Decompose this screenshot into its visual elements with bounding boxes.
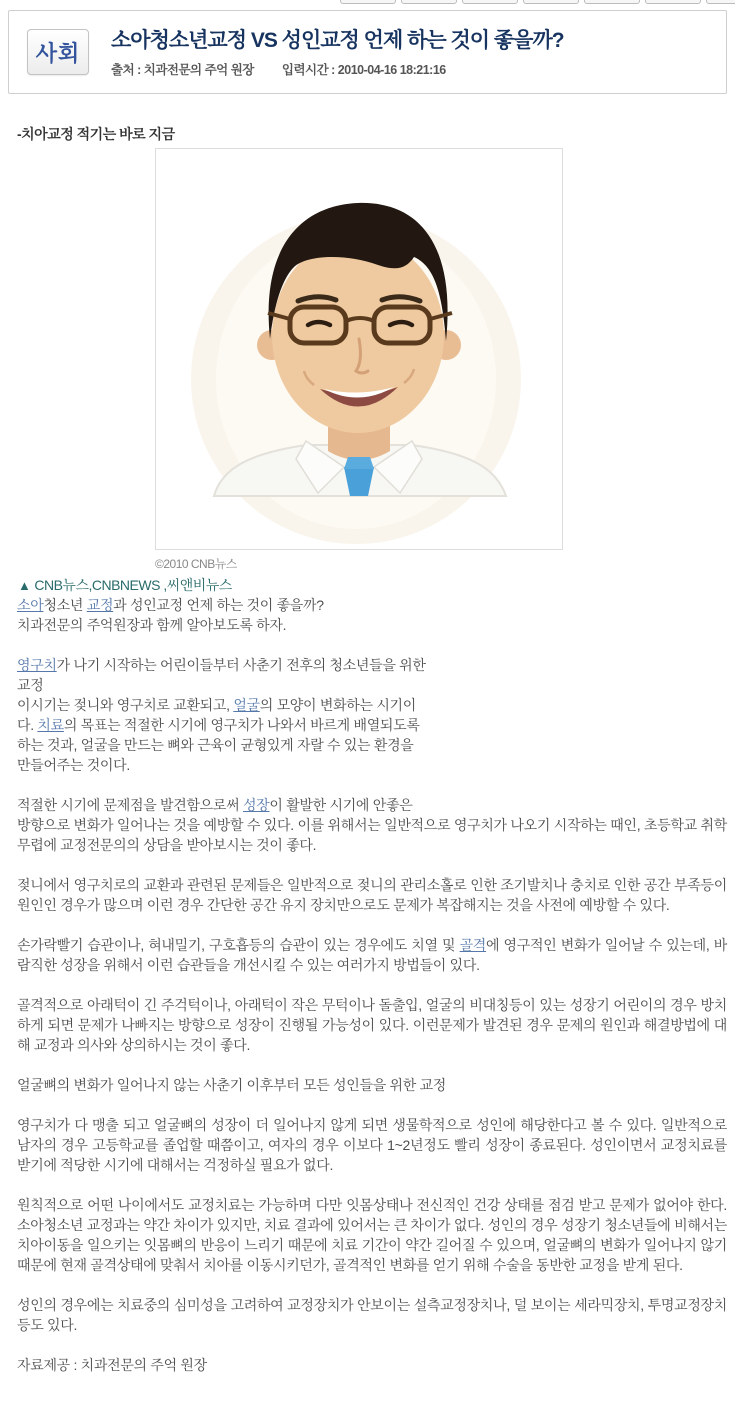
body-text: 젖니에서 영구치로의 교환과 관련된 문제들은 일반적으로 젖니의 관리소홀로 인한 조기발치나 충치로 인한 공간 부족등이 원인인 경우가 많으며 이런 경우 간단한 공간 유지 장치만으로도 문제가 복잡해지는 것을 사전에 예방할 수 있다.	[17, 877, 727, 913]
article-paragraph	[17, 935, 727, 975]
body-text: 의 모양이 변화하는 시기이	[259, 697, 416, 713]
cutoff-toolbar-button[interactable]	[401, 0, 457, 4]
body-text: 이시기는 젖니와 영구치로 교환되고,	[17, 697, 234, 713]
body-text: 적절한 시기에 문제점을 발견함으로써	[17, 797, 243, 813]
article-paragraph	[17, 995, 727, 1055]
body-text: 골격적으로 아래턱이 긴 주걱턱이나, 아래턱이 작은 무턱이나 돌출입, 얼굴의 비대칭등이 있는 성장기 어린이의 경우 방치하게 되면 문제가 나빠지는 방향으로 성장이 진행될 가능성이 있다. 이런문제가 발견된 경우 문제의 원인과 해결방법에 대해 교정과 의사와 상의하시는 것이 좋다.	[17, 997, 727, 1053]
published-time: 입력시간 : 2010-04-16 18:21:16	[281, 63, 446, 77]
body-text: 청소년	[43, 597, 87, 613]
up-triangle-icon: ▲	[18, 578, 31, 593]
article-paragraph	[17, 1075, 727, 1095]
cutoff-toolbar-button[interactable]	[462, 0, 518, 4]
body-text: 교정	[17, 677, 44, 693]
body-text: 이 활발한 시기에 안좋은	[269, 797, 413, 813]
body-text: 의 목표는 적절한 시기에 영구치가 나와서 바르게 배열되도록	[63, 717, 420, 733]
body-text: 얼굴뼈의 변화가 일어나지 않는 사춘기 이후부터 모든 성인들을 위한 교정	[17, 1077, 447, 1093]
article-body	[17, 595, 727, 1375]
page-title: 소아청소년교정 VS 성인교정 언제 하는 것이 좋을까?	[111, 29, 564, 52]
article-meta	[111, 60, 564, 78]
article-paragraph	[17, 595, 727, 635]
article-header	[8, 10, 727, 94]
body-text: 만들어주는 것이다.	[17, 757, 130, 773]
inline-keyword-link[interactable]: 소아	[17, 597, 44, 613]
article-paragraph	[17, 1355, 727, 1375]
body-text: 영구치가 다 맹출 되고 얼굴뼈의 성장이 더 일어나지 않게 되면 생물학적으로 성인에 해당한다고 볼 수 있다. 일반적으로 남자의 경우 고등학교를 졸업할 때쯤이고, 여자의 경우 이보다 1~2년정도 빨리 성장이 종료된다. 성인이면서 교정치료를 받기에 적당한 시기에 대해서는 걱정하실 필요가 없다.	[17, 1117, 727, 1173]
article-paragraph	[17, 1195, 727, 1275]
article-paragraph	[17, 875, 727, 915]
cutoff-toolbar	[340, 0, 735, 4]
agency-credit-text: CNB뉴스,CNBNEWS ,씨앤비뉴스	[34, 577, 232, 593]
body-text: 에 영구적인 변화가 일어날 수 있는데, 바람직한 성장을 위해서 이런 습관들을 개선시킬 수 있는 여러가지 방법들이 있다.	[17, 937, 727, 973]
inline-keyword-link[interactable]: 성장	[242, 797, 270, 813]
body-text: 과 성인교정 언제 하는 것이 좋을까?	[113, 597, 324, 613]
article-paragraph	[17, 1115, 727, 1175]
body-text: 성인의 경우에는 치료중의 심미성을 고려하여 교정장치가 안보이는 설측교정장치나, 덜 보이는 세라믹장치, 투명교정장치 등도 있다.	[17, 1297, 727, 1333]
inline-keyword-link[interactable]: 치료	[37, 717, 64, 733]
cutoff-toolbar-button[interactable]	[340, 0, 396, 4]
category-badge[interactable]: 사회	[27, 29, 89, 75]
article-paragraph	[17, 795, 727, 855]
body-text: 다.	[17, 717, 38, 733]
inline-keyword-link[interactable]: 얼굴	[233, 697, 260, 713]
article-subtitle: -치아교정 적기는 바로 지금	[17, 126, 175, 142]
body-text: 자료제공 : 치과전문의 주억 원장	[17, 1357, 207, 1373]
article-paragraph	[17, 1295, 727, 1335]
body-text: 가 나기 시작하는 어린이들부터 사춘기 전후의 청소년들을 위한	[56, 657, 426, 673]
body-text: 하는 것과, 얼굴을 만드는 뼈와 근육이 균형있게 자랄 수 있는 환경을	[17, 737, 414, 753]
body-text: 방향으로 변화가 일어나는 것을 예방할 수 있다. 이를 위해서는 일반적으로 영구치가 나오기 시작하는 때인, 초등학교 취학 무렵에 교정전문의의 상담을 받아보시는 것이 좋다.	[17, 817, 727, 853]
doctor-portrait-photo	[155, 148, 563, 550]
inline-keyword-link[interactable]: 영구치	[17, 657, 57, 673]
body-text: 손가락빨기 습관이나, 혀내밀기, 구호흡등의 습관이 있는 경우에도 치열 및	[17, 937, 460, 953]
body-text: 원칙적으로 어떤 나이에서도 교정치료는 가능하며 다만 잇몸상태나 전신적인 건강 상태를 점검 받고 문제가 없어야 한다. 소아청소년 교정과는 약간 차이가 있지만, 치료 결과에 있어서는 큰 차이가 없다. 성인의 경우 성장기 청소년들에 비해서는 치아이동을 일으키는 잇몸뼈의 반응이 느리기 때문에 치료 기간이 약간 길어질 수 있으며, 얼굴뼈의 변화가 일어나지 않기 때문에 현재 골격상태에 맞춰서 치아를 이동시키던가, 골격적인 변화를 얻기 위해 수술을 동반한 교정을 받게 된다.	[17, 1197, 727, 1273]
body-text: 치과전문의 주억원장과 함께 알아보도록 하자.	[17, 617, 287, 633]
article-paragraph	[17, 655, 727, 775]
cutoff-toolbar-button[interactable]	[645, 0, 701, 4]
photo-caption: ©2010 CNB뉴스	[155, 557, 237, 571]
agency-credit	[18, 575, 232, 595]
cutoff-toolbar-button[interactable]	[706, 0, 735, 4]
header-text	[111, 26, 564, 78]
inline-keyword-link[interactable]: 교정	[86, 597, 114, 613]
photo-block	[155, 148, 563, 572]
cutoff-toolbar-button[interactable]	[523, 0, 579, 4]
inline-keyword-link[interactable]: 골격	[459, 937, 487, 953]
doctor-portrait-illustration	[156, 149, 562, 549]
cutoff-toolbar-button[interactable]	[584, 0, 640, 4]
source-label: 출처 : 치과전문의 주억 원장	[111, 63, 254, 77]
